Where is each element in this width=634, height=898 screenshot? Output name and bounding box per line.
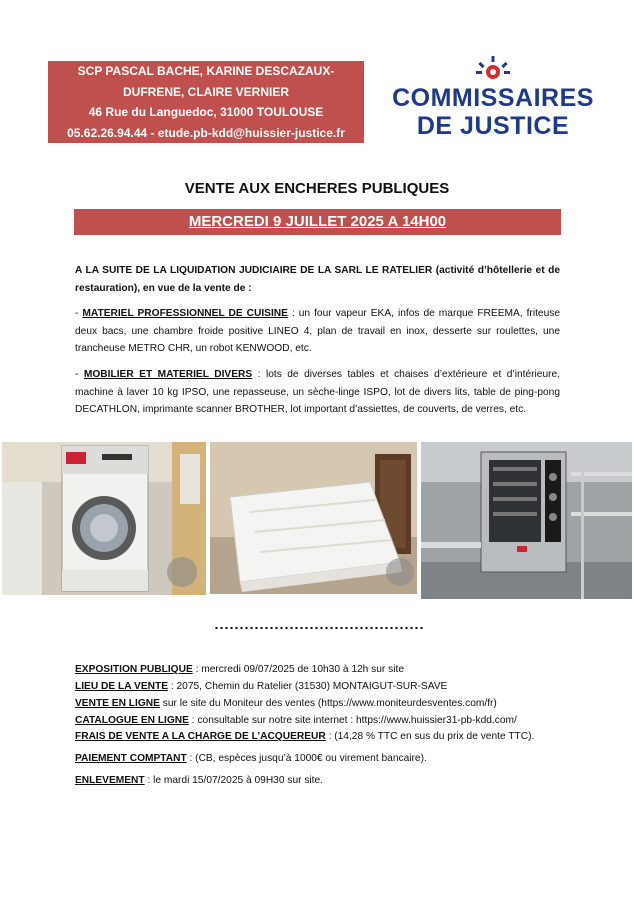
info-online-sale [75, 698, 497, 709]
info-fees-text: : (14,28 % TTC en sus du prix de vente TTC). [325, 731, 535, 742]
info-payment-text: : (CB, espèces jusqu’à 1000€ ou virement bancaire). [186, 753, 427, 764]
info-fees [75, 731, 534, 742]
dotted-separator [214, 626, 424, 630]
sale-date-banner: MERCREDI 9 JUILLET 2025 A 14H00 [74, 209, 561, 235]
intro-paragraph: A LA SUITE DE LA LIQUIDATION JUDICIAIRE DE LA SARL LE RATELIER (activité d’hôtellerie et de restauration), en vue de la vente de : [75, 265, 560, 294]
logo-emblem-icon [473, 54, 513, 84]
section2-prefix: - [75, 369, 84, 380]
info-catalogue [75, 715, 517, 726]
section1-prefix: - [75, 308, 83, 319]
info-fees-label: FRAIS DE VENTE A LA CHARGE DE L’ACQUEREUR [75, 731, 326, 742]
section1-heading: MATERIEL PROFESSIONNEL DE CUISINE [82, 308, 288, 319]
misc-furniture-paragraph [75, 366, 560, 419]
section2-text: : lots de diverses tables et chaises d’extérieure et d’intérieure, machine à laver 10 kg IPSO, une repasseuse, un sèche-linge ISPO, lot de divers lits, table de ping-pong DECATHLON, imprimante scanner BROTHER, lot important d’assiettes, de couverts, de verres, etc. [75, 369, 561, 415]
office-header [48, 61, 364, 143]
office-name-line1: SCP PASCAL BACHE, KARINE DESCAZAUX- [77, 64, 335, 78]
logo-line1: COMMISSAIRES [392, 84, 594, 112]
section2-heading: MOBILIER ET MATERIEL DIVERS [83, 369, 253, 380]
info-payment [75, 753, 427, 764]
info-payment-label: PAIEMENT COMPTANT [75, 753, 187, 764]
kitchen-equipment-paragraph [75, 305, 560, 358]
office-contact: 05.62.26.94.44 - etude.pb-kdd@huissier-justice.fr [67, 125, 345, 140]
info-location-label: LIEU DE LA VENTE [75, 681, 169, 692]
info-removal-label: ENLEVEMENT [75, 775, 145, 786]
steam-oven-photo [421, 442, 632, 599]
info-catalogue-text: : consultable sur notre site internet : https://www.huissier31-pb-kdd.com/ [188, 715, 517, 726]
info-location-text: : 2075, Chemin du Ratelier (31530) MONTAIGUT-SUR-SAVE [168, 681, 448, 692]
page-title: VENTE AUX ENCHERES PUBLIQUES [184, 180, 450, 197]
office-address: 46 Rue du Languedoc, 31000 TOULOUSE [88, 105, 324, 119]
info-removal [75, 775, 323, 786]
info-online-sale-text: sur le site du Moniteur des ventes (https://www.moniteurdesventes.com/fr) [159, 698, 497, 709]
info-removal-text: : le mardi 15/07/2025 à 09H30 sur site. [144, 775, 324, 786]
info-location [75, 681, 447, 692]
office-name-line2: DUFRENE, CLAIRE VERNIER [122, 84, 289, 99]
info-online-sale-label: VENTE EN LIGNE [75, 698, 160, 709]
info-exposition-text: : mercredi 09/07/2025 de 10h30 à 12h sur site [192, 664, 404, 675]
logo-line2: DE JUSTICE [416, 112, 570, 140]
bed-mattress-photo [210, 442, 417, 594]
info-exposition [75, 664, 404, 675]
washing-machine-photo [2, 442, 206, 595]
commissaires-de-justice-logo [388, 54, 598, 144]
info-catalogue-label: CATALOGUE EN LIGNE [75, 715, 189, 726]
info-exposition-label: EXPOSITION PUBLIQUE [75, 664, 193, 675]
section1-text: : un four vapeur EKA, infos de marque FREEMA, friteuse deux bacs, une chambre froide positive LINEO 4, plan de travail en inox, desserte sur roulettes, une trancheuse METRO CHR, un robot KENWOOD, etc. [75, 308, 561, 354]
